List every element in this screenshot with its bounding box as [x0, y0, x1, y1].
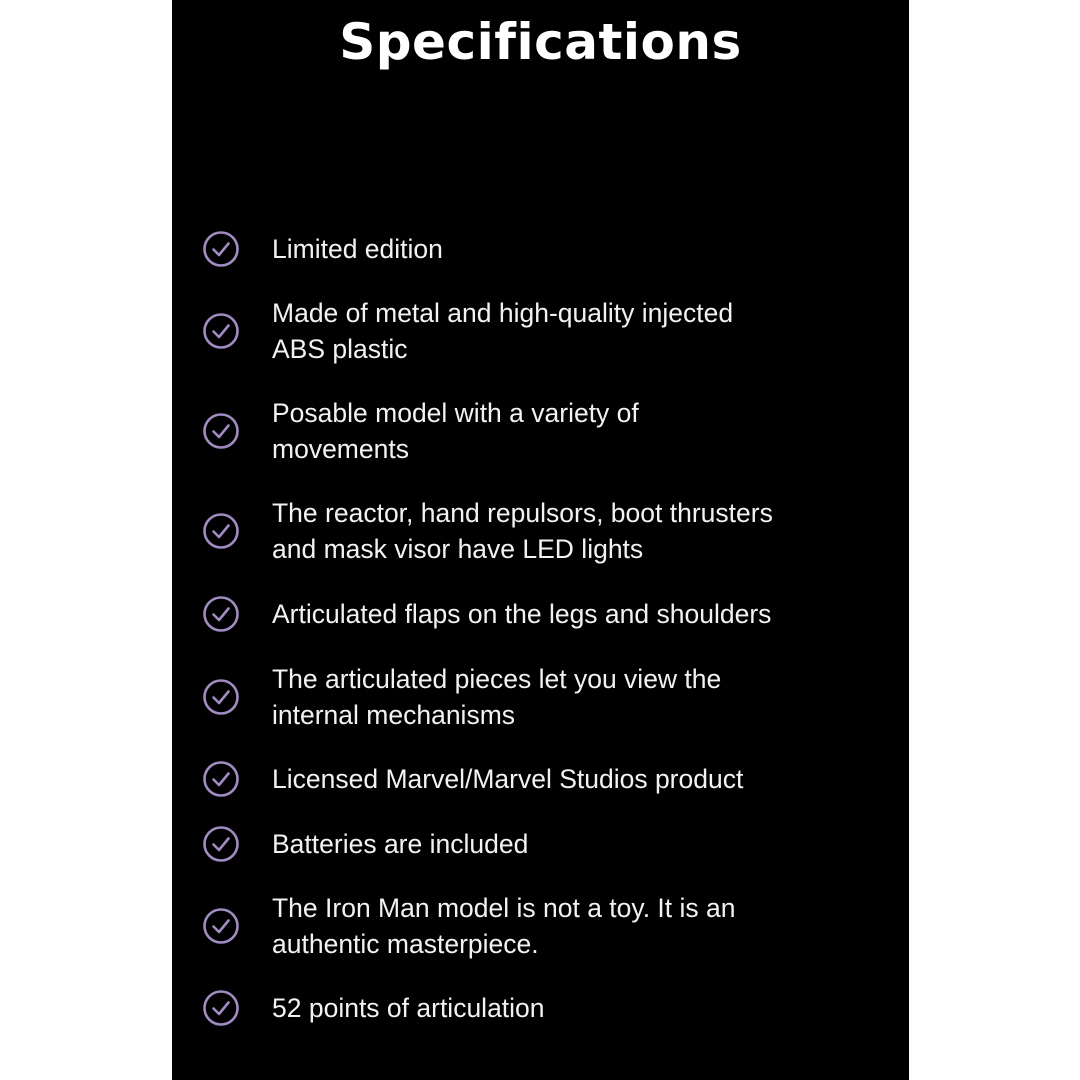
spec-item-line: The articulated pieces let you view the — [272, 664, 722, 694]
spec-item-line: 52 points of articulation — [272, 993, 545, 1023]
spec-item-line: The reactor, hand repulsors, boot thrusters — [272, 498, 773, 528]
spec-item-text — [272, 395, 872, 467]
spec-item-text — [272, 231, 872, 267]
check-circle-icon — [202, 760, 240, 798]
spec-item-line: ABS plastic — [272, 334, 408, 364]
check-circle-icon — [202, 907, 240, 945]
check-circle-icon — [202, 230, 240, 268]
check-circle-icon — [202, 512, 240, 550]
check-circle-icon — [202, 412, 240, 450]
check-circle-icon — [202, 989, 240, 1027]
check-circle-icon — [202, 825, 240, 863]
spec-item-line: and mask visor have LED lights — [272, 534, 644, 564]
spec-item-line: Articulated flaps on the legs and shoulders — [272, 599, 772, 629]
spec-item-line: The Iron Man model is not a toy. It is an — [272, 893, 736, 923]
spec-item-text — [272, 295, 872, 367]
spec-item-text — [272, 495, 872, 567]
spec-item-line: Batteries are included — [272, 829, 529, 859]
spec-item-line: Posable model with a variety of — [272, 398, 639, 428]
page-title: Specifications — [339, 13, 742, 71]
check-circle-icon — [202, 678, 240, 716]
spec-item-text — [272, 761, 872, 797]
spec-item-text — [272, 661, 872, 733]
check-circle-icon — [202, 595, 240, 633]
spec-item-text — [272, 890, 872, 962]
spec-item-text — [272, 826, 872, 862]
check-circle-icon — [202, 312, 240, 350]
spec-item-line: internal mechanisms — [272, 700, 516, 730]
spec-item-line: Made of metal and high-quality injected — [272, 298, 734, 328]
spec-item-line: movements — [272, 434, 409, 464]
specifications-panel — [172, 0, 909, 1080]
spec-item-text — [272, 596, 872, 632]
spec-item-line: Limited edition — [272, 234, 443, 264]
spec-item-line: authentic masterpiece. — [272, 929, 539, 959]
spec-item-line: Licensed Marvel/Marvel Studios product — [272, 764, 744, 794]
spec-item-text — [272, 990, 872, 1026]
